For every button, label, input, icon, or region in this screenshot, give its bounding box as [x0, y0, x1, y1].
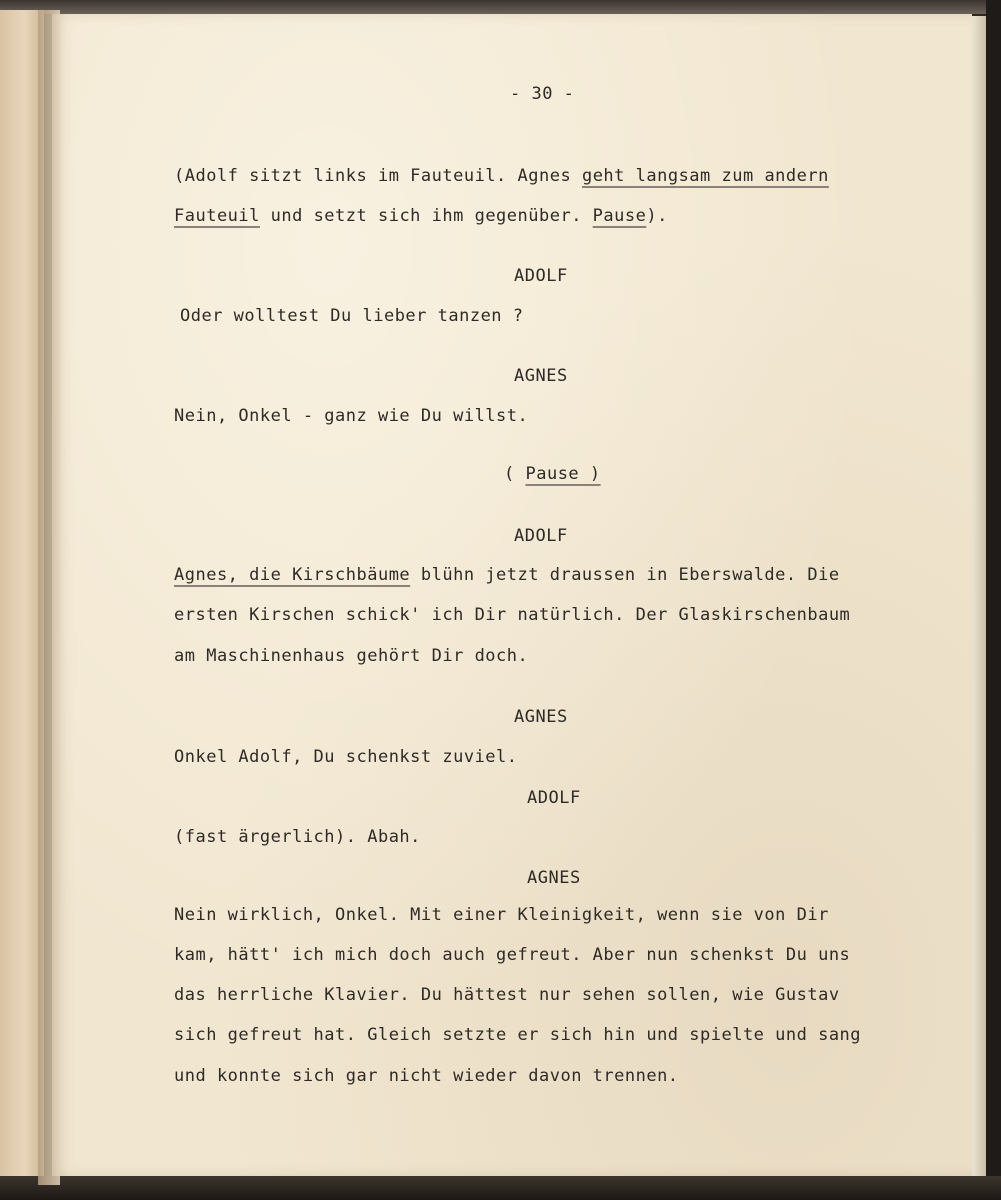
- text-segment: das herrliche Klavier. Du hättest nur sehen sollen, wie Gustav: [174, 985, 840, 1005]
- text-segment: AGNES: [527, 868, 581, 888]
- text-segment: Oder wolltest Du lieber tanzen ?: [180, 306, 524, 326]
- text-segment: und konnte sich gar nicht wieder davon trennen.: [174, 1066, 679, 1086]
- text-line: [174, 907, 829, 924]
- text-line: [174, 208, 668, 225]
- text-segment: Nein wirklich, Onkel. Mit einer Kleinigkeit, wenn sie von Dir: [174, 905, 829, 925]
- text-line: [514, 268, 568, 285]
- underlined-text: Fauteuil: [174, 206, 260, 226]
- text-line: [514, 368, 568, 385]
- text-segment: Nein, Onkel - ganz wie Du willst.: [174, 406, 529, 426]
- text-segment: am Maschinenhaus gehört Dir doch.: [174, 646, 529, 666]
- text-segment: [571, 166, 582, 186]
- text-segment: blühn jetzt draussen in Eberswalde. Die: [410, 565, 840, 585]
- text-line: [174, 648, 528, 665]
- text-segment: ADOLF: [514, 266, 568, 286]
- underlined-text: Pause ): [525, 464, 601, 484]
- text-segment: AGNES: [514, 707, 568, 727]
- text-line: [504, 466, 601, 483]
- text-segment: (Adolf sitzt links im Fauteuil.: [174, 166, 518, 186]
- page-number: - 30 -: [510, 84, 575, 104]
- text-segment: Onkel Adolf, Du schenkst zuviel.: [174, 747, 518, 767]
- text-segment: ersten Kirschen schick' ich Dir natürlich. Der Glaskirschenbaum: [174, 605, 851, 625]
- text-segment: sich gefreut hat. Gleich setzte er sich hin und spielte und sang: [174, 1025, 862, 1045]
- text-segment: ).: [646, 206, 668, 226]
- text-line: [174, 749, 518, 766]
- text-segment: kam, hätt' ich mich doch auch gefreut. Aber nun schenkst Du uns: [174, 945, 851, 965]
- text-segment: (fast ärgerlich). Abah.: [174, 827, 421, 847]
- book-bottom-edge: [0, 1176, 1001, 1200]
- text-line: [527, 870, 581, 887]
- text-segment: ADOLF: [527, 788, 581, 808]
- text-line: [527, 790, 581, 807]
- text-segment: Agnes: [517, 166, 572, 186]
- text-line: [174, 408, 528, 425]
- text-line: [180, 308, 524, 325]
- text-line: [174, 1068, 679, 1085]
- text-line: [174, 829, 421, 846]
- typewritten-page: [52, 14, 972, 1176]
- underlined-text: Pause: [592, 206, 647, 226]
- text-line: [514, 709, 568, 726]
- text-segment: ADOLF: [514, 526, 568, 546]
- text-segment: (: [504, 464, 526, 484]
- text-line: [514, 528, 568, 545]
- book-cover-edge: [986, 0, 1001, 1200]
- underlined-text: Agnes, die Kirschbäume: [174, 565, 411, 585]
- text-segment: AGNES: [514, 366, 568, 386]
- book-top-edge: [0, 0, 1001, 14]
- underlined-text: geht langsam zum andern: [581, 166, 829, 186]
- text-line: [174, 947, 850, 964]
- text-line: [174, 987, 840, 1004]
- text-line: [174, 168, 829, 185]
- text-segment: und setzt sich ihm gegenüber.: [259, 206, 593, 226]
- page-gutter-shadow: [38, 10, 60, 1185]
- text-line: [174, 567, 840, 584]
- text-line: [174, 607, 850, 624]
- text-line: [174, 1027, 861, 1044]
